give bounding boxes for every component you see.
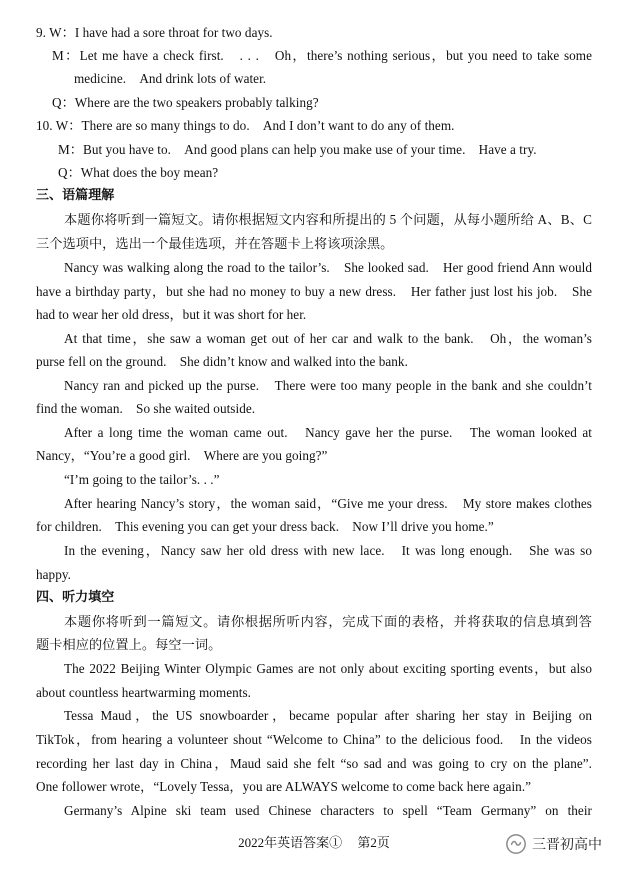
text-line: find the woman. So she waited outside. (36, 401, 256, 416)
text-line: The 2022 Beijing Winter Olympic Games are not only about exciting sporting events，but also (64, 661, 592, 676)
text-line: about countless heartwarming moments. (36, 685, 252, 700)
text-line: Germany’s Alpine ski team used Chinese characters to spell “Team Germany” on their (64, 803, 592, 818)
text-line: Tessa Maud，the US snowboarder，became popular after sharing her stay in Beijing on (64, 708, 592, 723)
text-line: Nancy，“You’re a good girl. Where are you going?” (36, 448, 328, 463)
section-heading: 三、语篇理解 (36, 188, 115, 203)
text-line: Q：What does the boy mean? (58, 165, 219, 180)
text-line: for children. This evening you can get your dress back. Now I’ll drive you home.” (36, 519, 494, 534)
text-line: One follower wrote，“Lovely Tessa，you are ALWAYS welcome to come back here again.” (36, 779, 532, 794)
text-line: Nancy ran and picked up the purse. There were too many people in the bank and she couldn’t (64, 378, 592, 393)
text-line: After hearing Nancy’s story，the woman said，“Give me your dress. My store makes clothes (64, 496, 592, 511)
text-line: M：Let me have a check first. . . . Oh，there’s nothing serious，but you need to take some (52, 48, 592, 63)
text-line: 题卡相应的位置上。每空一词。 (36, 637, 222, 652)
text-line: 本题你将听到一篇短文。请你根据所听内容，完成下面的表格，并将获取的信息填到答 (64, 614, 592, 629)
text-line: had to wear her old dress，but it was short for her. (36, 307, 307, 322)
text-line: recording her last day in China，Maud said she felt “so sad and was going to cry on the plane”. (36, 756, 592, 771)
text-line: TikTok，from hearing a volunteer shout “Welcome to China” to the delicious food. In the videos (36, 732, 592, 747)
text-line: 10. W：There are so many things to do. And I don’t want to do any of them. (36, 118, 455, 133)
wechat-logo-icon (505, 833, 527, 855)
text-line: After a long time the woman came out. Nancy gave her the purse. The woman looked at (64, 425, 592, 440)
text-line: purse fell on the ground. She didn’t know and walked into the bank. (36, 354, 408, 369)
text-line: 三个选项中，选出一个最佳选项，并在答题卡上将该项涂黑。 (36, 236, 394, 251)
watermark (505, 832, 602, 856)
text-line: have a birthday party，but she had no money to buy a new dress. Her father just lost his job. She (36, 284, 592, 299)
watermark-label: 三晋初高中 (532, 837, 602, 853)
text-line: 本题你将听到一篇短文。请你根据短文内容和所提出的 5 个问题，从每小题所给 A、B、C (64, 212, 592, 227)
text-line: Q：Where are the two speakers probably talking? (52, 95, 319, 110)
text-line: 9. W：I have had a sore throat for two days. (36, 25, 273, 40)
footer-title: 2022年英语答案① (238, 835, 343, 850)
text-line: At that time，she saw a woman get out of her car and walk to the bank. Oh，the woman’s (64, 331, 592, 346)
text-line: In the evening，Nancy saw her old dress with new lace. It was long enough. She was so (64, 543, 592, 558)
section-heading: 四、听力填空 (36, 590, 115, 605)
text-line: “I’m going to the tailor’s. . .” (64, 472, 220, 487)
footer-page-number: 第2页 (357, 835, 390, 850)
text-line: M：But you have to. And good plans can help you make use of your time. Have a try. (58, 142, 537, 157)
text-line: happy. (36, 567, 71, 582)
text-line: Nancy was walking along the road to the tailor’s. She looked sad. Her good friend Ann would (64, 260, 592, 275)
text-line: medicine. And drink lots of water. (74, 71, 267, 86)
